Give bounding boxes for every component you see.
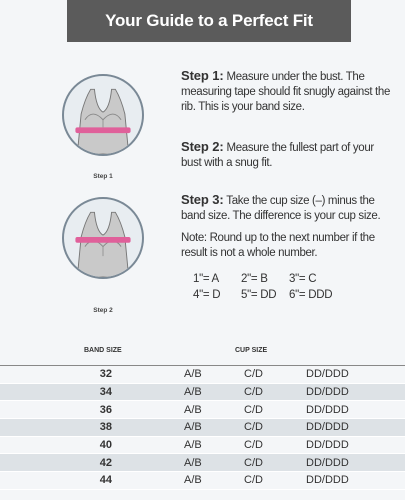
conversion-row [193, 273, 337, 285]
conversion-item: 3"= C [289, 273, 317, 285]
cup-cell: DD/DDD [306, 386, 349, 399]
conversion-item: 2"= B [241, 273, 268, 285]
cup-cell: DD/DDD [306, 421, 349, 434]
band-size-header: BAND SIZE [84, 347, 122, 354]
step1-body: Measure under the bust. The measuring tape should fit snugly against the rib. This is your band size. [181, 71, 390, 113]
cup-cell: C/D [244, 439, 263, 452]
cup-size-header: CUP SIZE [235, 347, 268, 354]
conversion-row [193, 289, 337, 301]
cup-cell: DD/DDD [306, 368, 349, 381]
cup-cell: C/D [244, 421, 263, 434]
conversion-item: 1"= A [193, 273, 219, 285]
figure-label-step1: Step 1 [93, 173, 113, 180]
conversion-item: 5"= DD [241, 289, 277, 301]
table-row [0, 472, 405, 490]
cup-cell: A/B [184, 456, 202, 469]
cup-cell: DD/DDD [306, 439, 349, 452]
page-title: Your Guide to a Perfect Fit [67, 0, 351, 42]
bra-measurement-icon [64, 199, 142, 277]
cup-cell: C/D [244, 403, 263, 416]
bra-measurement-icon [64, 76, 142, 154]
step2-body: Measure the fullest part of your bust with a snug fit. [181, 142, 374, 169]
step1-text [181, 68, 395, 115]
table-row [0, 437, 405, 455]
cup-cell: DD/DDD [306, 403, 349, 416]
step3-text [181, 192, 395, 224]
cup-cell: A/B [184, 403, 202, 416]
band-cell: 32 [99, 368, 112, 381]
cup-cell: A/B [184, 439, 202, 452]
step3-body: Take the cup size (–) minus the band size. The difference is your cup size. [181, 195, 381, 222]
band-cell: 36 [99, 403, 112, 416]
table-row [0, 419, 405, 437]
cup-cell: C/D [244, 386, 263, 399]
table-row [0, 454, 405, 472]
band-cell: 44 [99, 474, 112, 487]
step2-title: Step 2: [181, 139, 224, 154]
step1-bra-figure [62, 74, 144, 156]
size-table [0, 365, 405, 490]
figure-label-step2: Step 2 [93, 307, 113, 314]
rounding-note: Note: Round up to the next number if the result is not a whole number. [181, 232, 375, 259]
table-row [0, 401, 405, 419]
cup-cell: C/D [244, 474, 263, 487]
step2-bra-figure [62, 197, 144, 279]
band-cell: 42 [99, 456, 112, 469]
band-cell: 34 [99, 386, 112, 399]
band-cell: 40 [99, 439, 112, 452]
conversion-item: 4"= D [193, 289, 221, 301]
cup-cell: A/B [184, 386, 202, 399]
cup-cell: A/B [184, 421, 202, 434]
cup-cell: A/B [184, 368, 202, 381]
step2-text [181, 139, 395, 171]
conversion-item: 6"= DDD [289, 289, 333, 301]
cup-cell: DD/DDD [306, 456, 349, 469]
step1-title: Step 1: [181, 68, 224, 83]
step3-title: Step 3: [181, 192, 224, 207]
cup-cell: C/D [244, 456, 263, 469]
cup-cell: C/D [244, 368, 263, 381]
cup-cell: A/B [184, 474, 202, 487]
table-row [0, 366, 405, 384]
table-row [0, 384, 405, 402]
cup-cell: DD/DDD [306, 474, 349, 487]
band-cell: 38 [99, 421, 112, 434]
